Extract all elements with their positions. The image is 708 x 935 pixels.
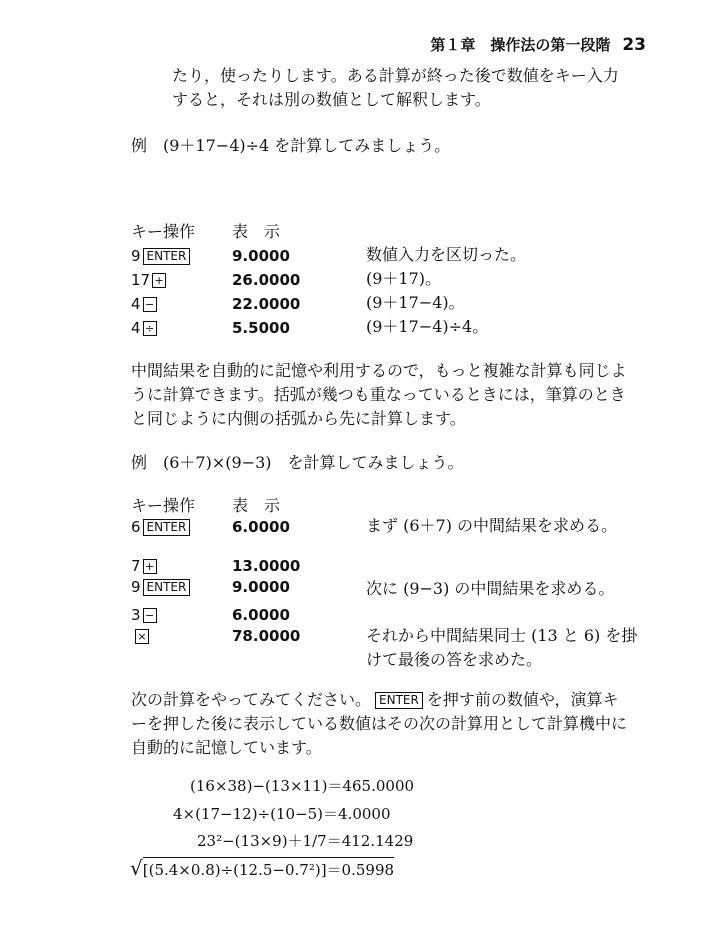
ex1-row-1-display: 9.0000 [232, 247, 290, 265]
ex2-row-3-note: 次に (9−3) の中間結果を求める。 [366, 579, 615, 598]
para3-line-3: 自動的に記憶しています。 [131, 738, 322, 757]
enter-key-icon: ENTER [375, 692, 423, 709]
divide-key-icon: ÷ [143, 321, 157, 336]
equation-2: 4×(17−12)÷(10−5)＝4.0000 [173, 805, 391, 823]
ex1-row-2-note: (9＋17)。 [366, 269, 442, 288]
example-1-label: 例 (9＋17−4)÷4 を計算してみましょう。 [131, 136, 451, 155]
para3-line-1: 次の計算をやってみてください。 ENTER を押す前の数値や，演算キ [131, 690, 619, 709]
intro-line-1: たり，使ったりします。ある計算が終った後で数値をキー入力 [172, 66, 619, 85]
enter-key-icon: ENTER [143, 519, 191, 536]
ex2-row-3-keys: 9 ENTER [131, 577, 190, 596]
ex2-row-4-display: 6.0000 [232, 606, 290, 624]
para2-line-2: うに計算できます。括弧が幾つも重なっているときには，筆算のとき [131, 385, 626, 404]
ex1-row-4-display: 5.5000 [232, 319, 290, 337]
equation-4 [130, 856, 394, 880]
chapter-title: 第１章 操作法の第一段階 [430, 36, 611, 54]
ex2-row-1-keys: 6 ENTER [131, 517, 190, 536]
page-header [430, 34, 646, 55]
ex2-row-2-keys: 7 + [131, 556, 157, 575]
ex1-row-2-display: 26.0000 [232, 271, 301, 289]
ex2-row-5-display: 78.0000 [232, 627, 301, 645]
para2-line-1: 中間結果を自動的に記憶や利用するので，もっと複雑な計算も同じよ [131, 361, 627, 380]
ex2-row-1-note: まず (6＋7) の中間結果を求める。 [366, 516, 618, 535]
equation-4-text: [(5.4×0.8)÷(12.5−0.7²)]＝0.5998 [143, 857, 394, 880]
example-2-label: 例 (6＋7)×(9−3) を計算してみましょう。 [131, 453, 464, 472]
ex1-col-display-header: 表 示 [232, 222, 281, 241]
ex1-row-3-keys: 4 − [131, 294, 157, 313]
ex1-row-3-display: 22.0000 [232, 295, 301, 313]
ex1-row-1-note: 数値入力を区切った。 [366, 245, 527, 264]
ex2-row-5-note: それから中間結果同士 (13 と 6) を掛 [366, 626, 638, 645]
ex2-row-5-note-cont: けて最後の答を求めた。 [366, 650, 543, 669]
ex1-row-4-keys: 4 ÷ [131, 318, 157, 337]
multiply-key-icon: × [135, 629, 149, 644]
minus-key-icon: − [143, 297, 157, 312]
plus-key-icon: + [152, 273, 166, 288]
ex1-row-4-note: (9＋17−4)÷4。 [366, 317, 489, 336]
para2-line-3: と同じように内側の括弧から先に計算します。 [131, 409, 466, 428]
minus-key-icon: − [143, 608, 157, 623]
ex2-col-display-header: 表 示 [232, 496, 281, 515]
ex2-row-2-display: 13.0000 [232, 557, 301, 575]
intro-line-2: すると，それは別の数値として解釈します。 [172, 90, 491, 109]
ex2-row-5-keys [131, 626, 149, 645]
sqrt-icon: √ [130, 856, 143, 880]
ex2-row-4-keys: 3 − [131, 605, 157, 624]
enter-key-icon: ENTER [143, 579, 191, 596]
para3-line-2: ーを押した後に表示している数値はその次の計算用として計算機中に [131, 714, 628, 733]
ex1-row-3-note: (9＋17−4)。 [366, 293, 465, 312]
ex2-row-1-display: 6.0000 [232, 518, 290, 536]
equation-1: (16×38)−(13×11)＝465.0000 [190, 777, 415, 795]
ex1-row-2-keys: 17 + [131, 270, 166, 289]
ex1-row-1-keys: 9 ENTER [131, 246, 190, 265]
page-number: 23 [622, 35, 646, 55]
ex2-row-3-display: 9.0000 [232, 578, 290, 596]
plus-key-icon: + [143, 559, 157, 574]
enter-key-icon: ENTER [143, 248, 191, 265]
ex2-col-key-header: キー操作 [131, 496, 196, 515]
equation-3: 23²−(13×9)＋1/7＝412.1429 [197, 832, 414, 850]
ex1-col-key-header: キー操作 [131, 222, 196, 241]
